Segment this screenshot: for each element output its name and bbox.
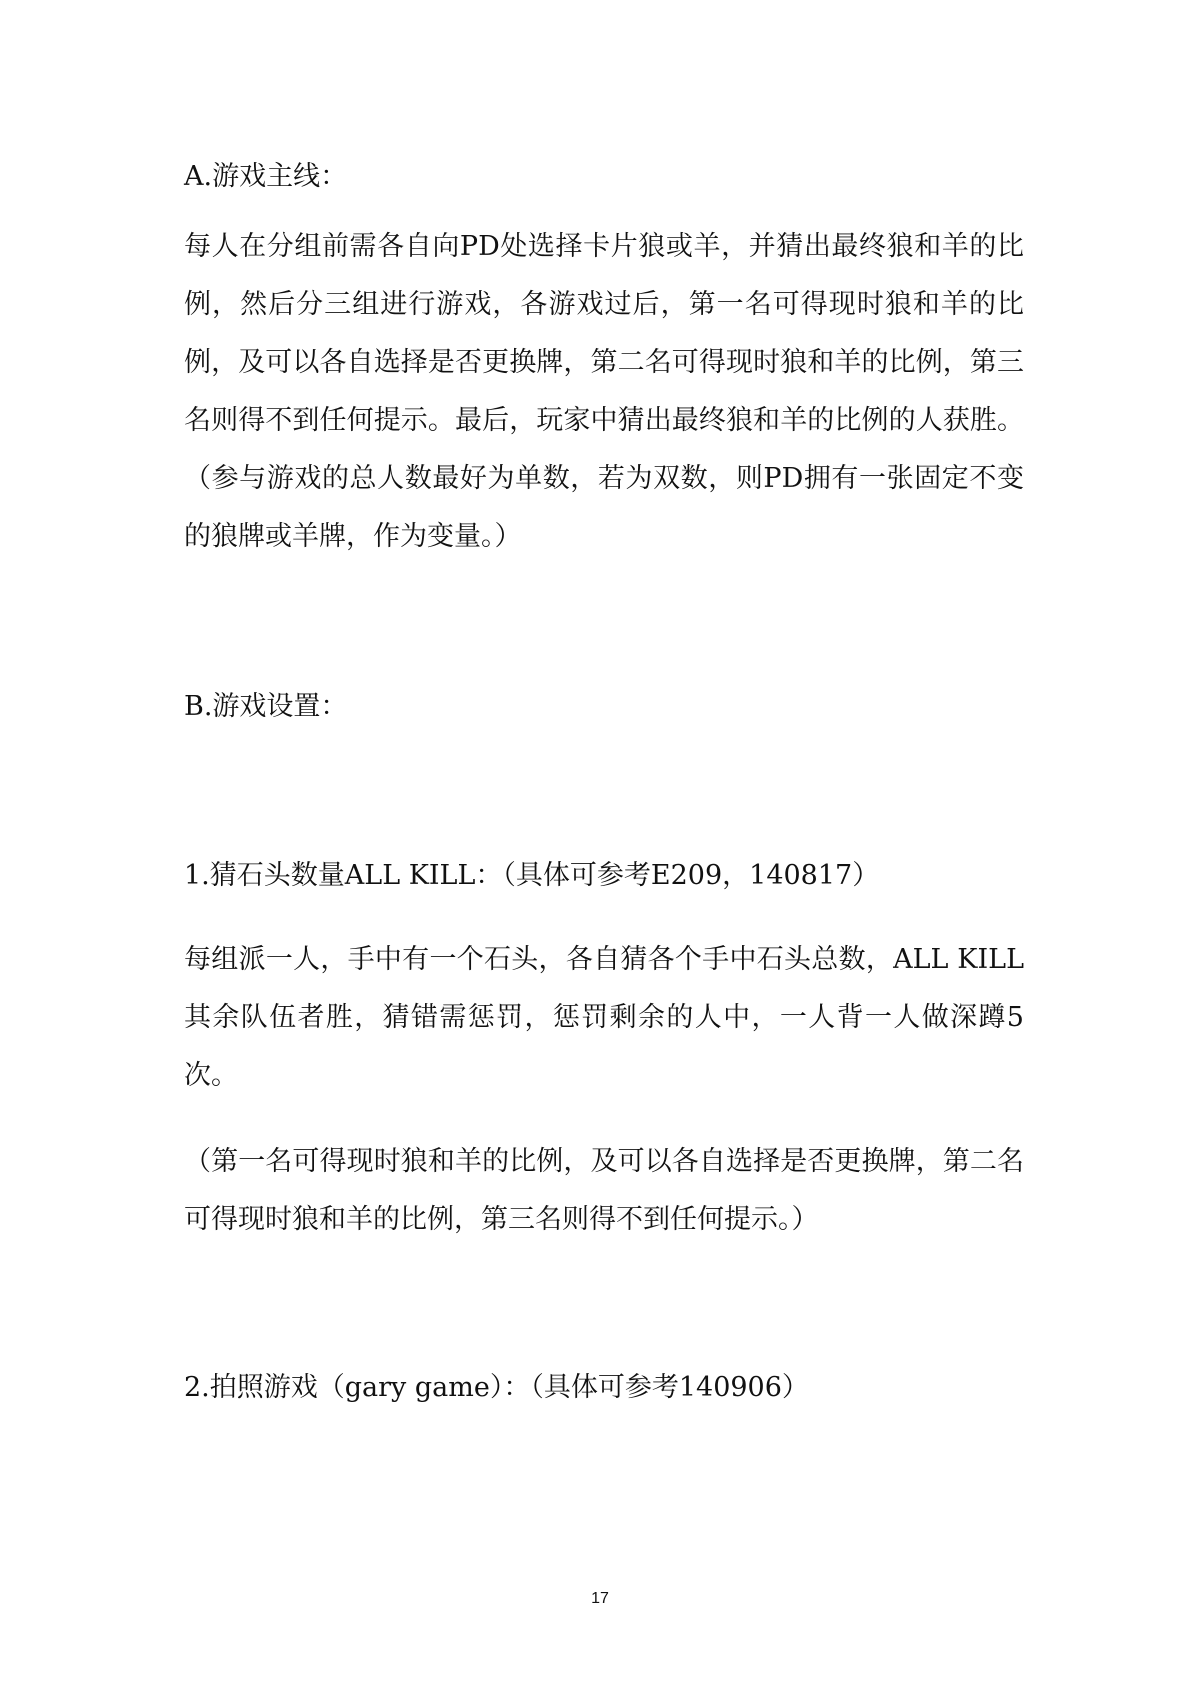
page-number: 17	[591, 1590, 609, 1607]
game-1-note: （第一名可得现时狼和羊的比例，及可以各自选择是否更换牌，第二名可得现时狼和羊的比例，第三名则得不到任何提示。）	[184, 1146, 1024, 1235]
section-b-heading: B.游戏设置：	[184, 691, 348, 722]
section-a-heading: A.游戏主线：	[184, 161, 348, 192]
section-a-body: 每人在分组前需各自向PD处选择卡片狼或羊，并猜出最终狼和羊的比例，然后分三组进行游戏，各游戏过后，第一名可得现时狼和羊的比例，及可以各自选择是否更换牌，第二名可得现时狼和羊的比例，第三名则得不到任何提示。最后，玩家中猜出最终狼和羊的比例的人获胜。（参与游戏的总人数最好为单数，若为双数，则PD拥有一张固定不变的狼牌或羊牌，作为变量。）	[184, 231, 1024, 552]
game-1-heading: 1.猜石头数量ALL KILL：（具体可参考E209，140817）	[184, 860, 880, 891]
game-1-body: 每组派一人，手中有一个石头，各自猜各个手中石头总数，ALL KILL其余队伍者胜，猜错需惩罚，惩罚剩余的人中，一人背一人做深蹲5次。	[184, 944, 1024, 1091]
game-2-heading: 2.拍照游戏（gary game）：（具体可参考140906）	[184, 1372, 809, 1403]
